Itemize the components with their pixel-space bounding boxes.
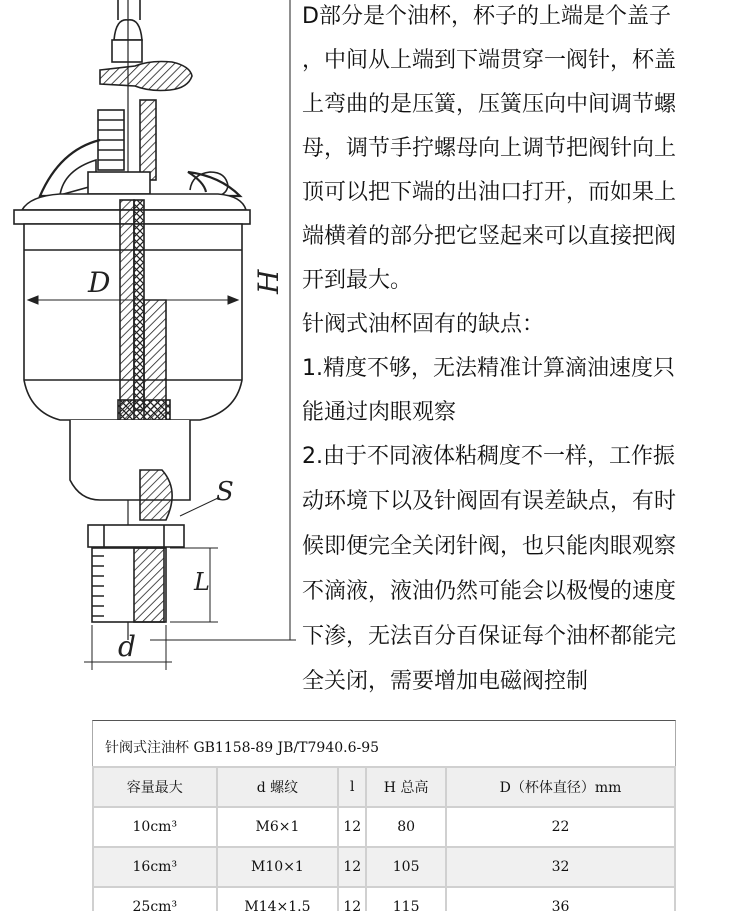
header-cell: D（杯体直径）mm xyxy=(446,767,675,807)
header-cell: 容量最大 xyxy=(93,767,217,807)
table-cell: 16cm³ xyxy=(93,847,217,887)
table-cell: M14×1.5 xyxy=(217,887,339,911)
table-header-row xyxy=(93,767,675,807)
dim-label-L: L xyxy=(194,568,210,596)
text-line: 端横着的部分把它竖起来可以直接把阀 xyxy=(302,224,677,249)
table-cell: M10×1 xyxy=(217,847,339,887)
table-cell: 36 xyxy=(446,887,675,911)
table-cell: 22 xyxy=(446,807,675,847)
text-line: 不滴液，液油仍然可能会以极慢的速度 xyxy=(302,579,677,604)
table-cell: 10cm³ xyxy=(93,807,217,847)
text-line: 2.由于不同液体粘稠度不一样，工作振 xyxy=(302,444,675,469)
text-line: 1.精度不够，无法精准计算滴油速度只 xyxy=(302,356,675,381)
table-cell: 32 xyxy=(446,847,675,887)
text-line: 能通过肉眼观察 xyxy=(302,400,457,425)
table-cell: M6×1 xyxy=(217,807,339,847)
dim-label-D: D xyxy=(88,266,111,299)
text-line: 开到最大。 xyxy=(302,268,413,293)
table-title-bar xyxy=(92,720,676,766)
table-cell: 115 xyxy=(366,887,446,911)
spec-table xyxy=(92,720,676,911)
text-line: 动环境下以及针阀固有误差缺点，有时 xyxy=(302,489,677,514)
table-cell: 105 xyxy=(366,847,446,887)
text-line: D部分是个油杯，杯子的上端是个盖子 xyxy=(302,4,671,29)
table-title: 针阀式注油杯 GB1158-89 JB/T7940.6-95 xyxy=(105,740,380,756)
text-line: 全关闭，需要增加电磁阀控制 xyxy=(302,669,589,694)
text-line: ，中间从上端到下端贯穿一阀针，杯盖 xyxy=(302,48,677,73)
dim-label-H: H xyxy=(252,269,285,294)
spec-table-grid xyxy=(92,766,676,911)
table-cell: 12 xyxy=(338,807,366,847)
table-cell: 25cm³ xyxy=(93,887,217,911)
text-line: 顶可以把下端的出油口打开，而如果上 xyxy=(302,180,677,205)
table-row xyxy=(93,887,675,911)
text-line: 针阀式油杯固有的缺点： xyxy=(302,312,545,337)
table-cell: 80 xyxy=(366,807,446,847)
table-cell: 12 xyxy=(338,887,366,911)
text-line: 母，调节手拧螺母向上调节把阀针向上 xyxy=(302,136,677,161)
table-row xyxy=(93,847,675,887)
header-cell: H 总高 xyxy=(366,767,446,807)
dim-label-S: S xyxy=(216,477,234,507)
table-cell: 12 xyxy=(338,847,366,887)
text-line: 下渗，无法百分百保证每个油杯都能完 xyxy=(302,624,677,649)
dim-label-d: d xyxy=(118,630,136,663)
text-line: 候即便完全关闭针阀，也只能肉眼观察 xyxy=(302,534,677,559)
header-cell: l xyxy=(338,767,366,807)
oil-cup-technical-drawing xyxy=(0,0,300,700)
text-line: 上弯曲的是压簧，压簧压向中间调节螺 xyxy=(302,92,677,117)
header-cell: d 螺纹 xyxy=(217,767,339,807)
table-row xyxy=(93,807,675,847)
